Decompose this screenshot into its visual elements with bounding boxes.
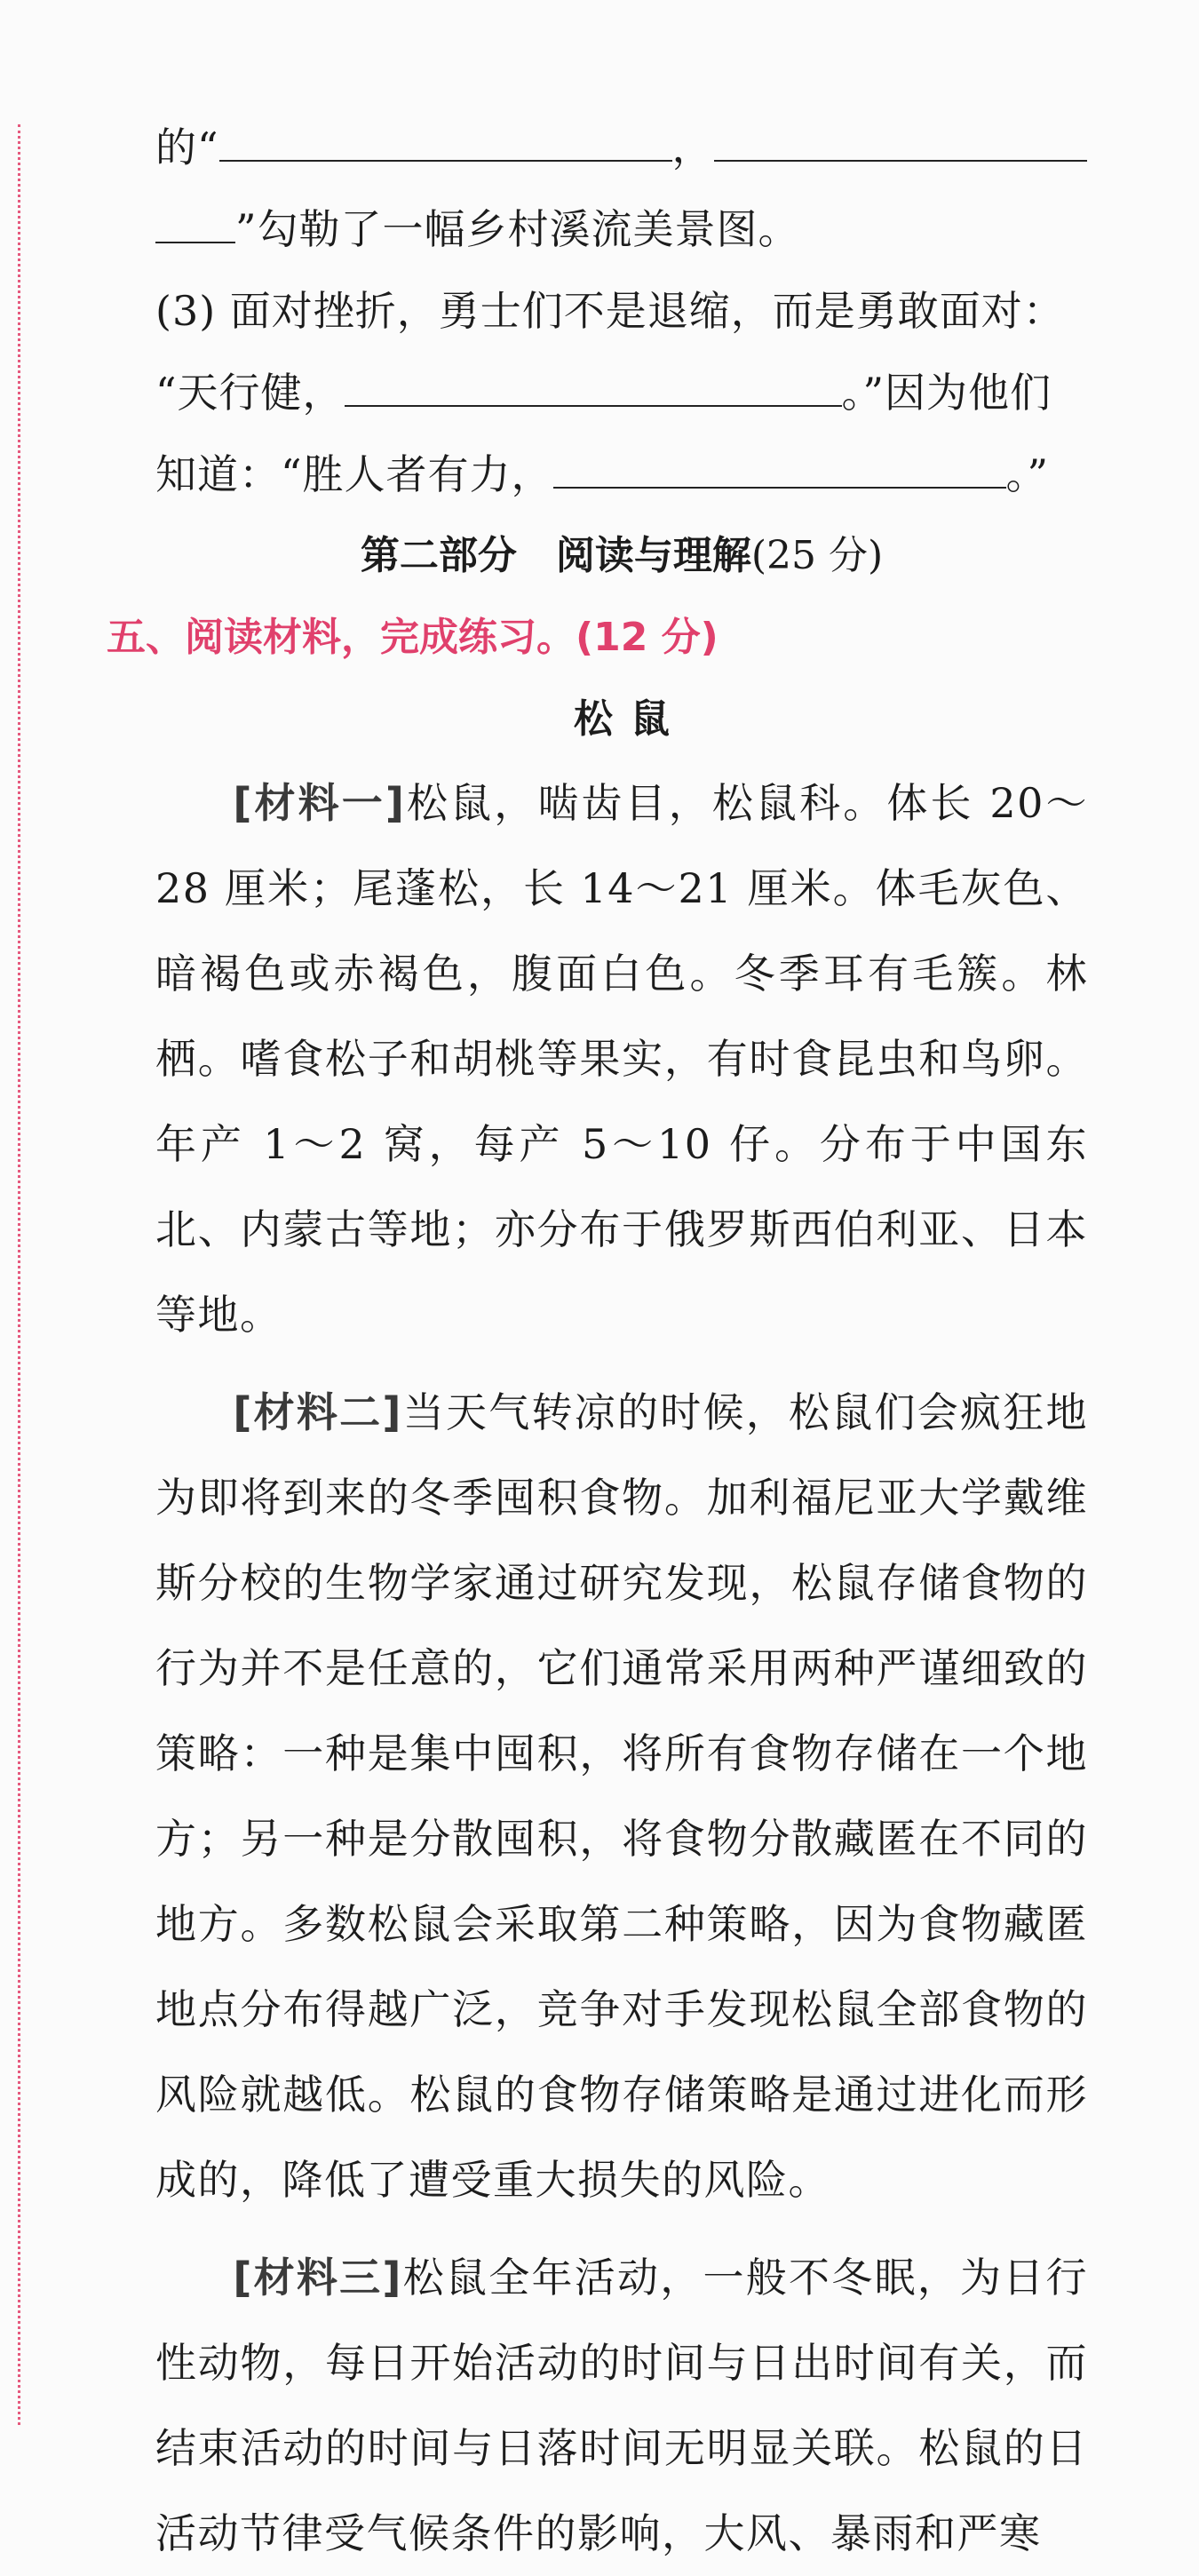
line1-prefix: 的“ [155, 123, 219, 171]
part-two-score: (25 分) [750, 533, 884, 578]
material-one-paragraph [155, 760, 1088, 1357]
answer-blank-3[interactable] [345, 364, 842, 407]
answer-blank-4[interactable] [553, 446, 1006, 489]
article-title: 松鼠 [574, 696, 687, 742]
part-two-heading [155, 515, 1088, 597]
fill-in-line-1 [155, 107, 1088, 188]
material-two-text: 当天气转凉的时候，松鼠们会疯狂地为即将到来的冬季囤积食物。加利福尼亚大学戴维斯分校的生物学家通过研究发现，松鼠存储食物的行为并不是任意的，它们通常采用两种严谨细致的策略：一种是集中囤积，将所有食物存储在一个地方；另一种是分散囤积，将食物分散藏匿在不同的地方。多数松鼠会采取第二种策略，因为食物藏匿地点分布得越广泛，竞争对手发现松鼠全部食物的风险就越低。松鼠的食物存储策略是通过进化而形成的，降低了遭受重大损失的风险。 [155, 1388, 1089, 2204]
section-five-heading: 五、阅读材料，完成练习。(12 分) [107, 615, 719, 660]
line1-comma: ， [671, 123, 714, 171]
page-content [107, 107, 1089, 2576]
margin-dotted-line [18, 124, 20, 2425]
line4-suffix: 。”因为他们 [841, 369, 1052, 417]
material-two-label: [材料二] [233, 1388, 402, 1436]
material-three-label: [材料三] [233, 2254, 402, 2302]
fill-in-line-5 [155, 433, 1088, 515]
answer-blank-2[interactable] [714, 119, 1087, 162]
answer-blank-2-cont[interactable] [155, 201, 235, 243]
line5-suffix: 。” [1005, 450, 1050, 498]
material-one-text: 松鼠，啮齿目，松鼠科。体长 20～28 厘米；尾蓬松，长 14～21 厘米。体毛灰色、暗褐色或赤褐色，腹面白色。冬季耳有毛簇。林栖。嗜食松子和胡桃等果实，有时食昆虫和鸟卵。年产 1～2 窝，每产 5～10 仔。分布于中国东北、内蒙古等地；亦分布于俄罗斯西伯利亚、日本等地。 [155, 779, 1089, 1339]
question-item-3: (3) 面对挫折，勇士们不是退缩，而是勇敢面对： [155, 287, 1065, 335]
fill-in-line-4 [155, 352, 1088, 433]
material-one-label: [材料一] [233, 779, 406, 827]
answer-blank-1[interactable] [219, 119, 672, 162]
line4-prefix: “天行健， [155, 369, 345, 417]
fill-in-line-2 [155, 188, 1088, 270]
line2-suffix: ”勾勒了一幅乡村溪流美景图。 [235, 205, 800, 253]
part-two-title: 第二部分 阅读与理解 [360, 533, 751, 578]
material-three-paragraph [155, 2235, 1088, 2576]
material-three-text: 松鼠全年活动，一般不冬眠，为日行性动物，每日开始活动的时间与日出时间有关，而结束活动的时间与日落时间无明显关联。松鼠的日活动节律受气候条件的影响，大风、暴雨和严寒 [155, 2254, 1089, 2557]
material-two-paragraph [155, 1370, 1088, 2222]
line5-prefix: 知道：“胜人者有力， [155, 450, 553, 498]
